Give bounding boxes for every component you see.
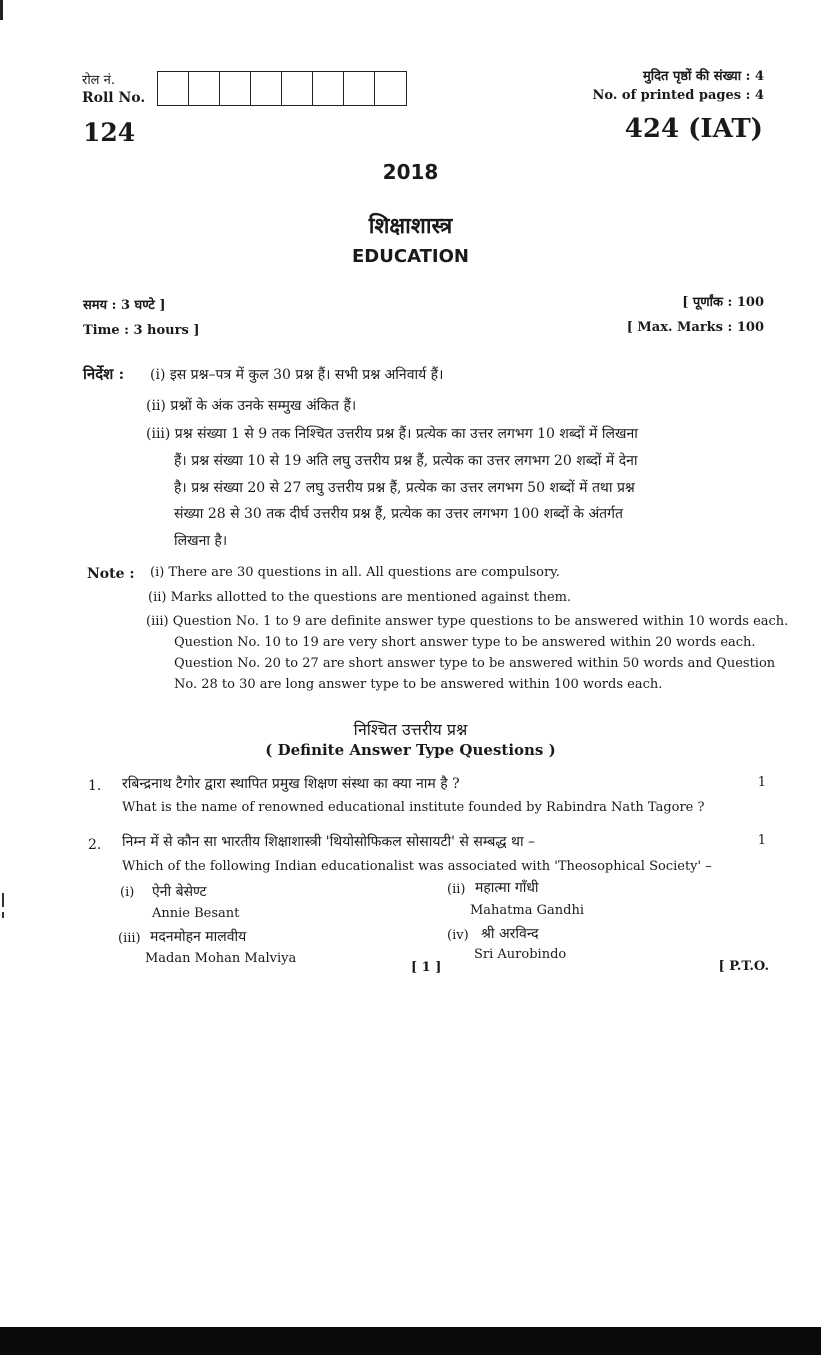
roll-digit-box[interactable] (375, 72, 406, 105)
instruction-hindi-3-line: (iii) प्रश्न संख्या 1 से 9 तक निश्चित उत्तरीय प्रश्न हैं। प्रत्येक का उत्तर लगभग 10 शब्दों में लिखना (146, 426, 638, 442)
option-text-hindi: महात्मा गाँधी (475, 880, 539, 896)
scan-bottom-border (0, 1327, 821, 1355)
instruction-english-3-line: Question No. 10 to 19 are very short answer type to be answered within 20 words each. (174, 635, 756, 650)
max-marks-hindi: [ पूर्णांक : 100 (682, 295, 764, 310)
instruction-hindi-3-line: लिखना है। (174, 533, 228, 549)
exam-year: 2018 (382, 160, 439, 184)
instructions-label-english: Note : (87, 566, 135, 582)
question-text-hindi: रबिन्द्रनाथ टैगोर द्वारा स्थापित प्रमुख शिक्षण संस्था का क्या नाम है ? (122, 776, 460, 792)
instruction-english-2: (ii) Marks allotted to the questions are mentioned against them. (148, 590, 572, 605)
instruction-hindi-2: (ii) प्रश्नों के अंक उनके सम्मुख अंकित हैं। (146, 398, 357, 414)
option-label: (i) (120, 885, 135, 900)
time-hindi: समय : 3 घण्टे ] (83, 298, 166, 313)
instruction-hindi-3-line: संख्या 28 से 30 तक दीर्घ उत्तरीय प्रश्न हैं, प्रत्येक का उत्तर लगभग 100 शब्दों के अंतर्गत (174, 506, 624, 522)
time-english: Time : 3 hours ] (83, 323, 200, 338)
roll-digit-box[interactable] (344, 72, 375, 105)
instruction-english-3-line: (iii) Question No. 1 to 9 are definite answer type questions to be answered within 10 words each. (146, 614, 789, 629)
instruction-english-1: (i) There are 30 questions in all. All questions are compulsory. (150, 565, 560, 580)
option-text-hindi: ऐनी बेसेण्ट (152, 884, 207, 900)
subject-hindi: शिक्षाशास्त्र (368, 213, 453, 239)
instructions-label-hindi: निर्देश : (83, 365, 125, 383)
instruction-hindi-3-line: है। प्रश्न संख्या 20 से 27 लघु उत्तरीय प्रश्न हैं, प्रत्येक का उत्तर लगभग 50 शब्दों में तथा प्रश्न (174, 480, 635, 496)
printed-pages-hindi: मुदित पृष्ठों की संख्या : 4 (643, 69, 764, 84)
option-label: (iii) (118, 931, 141, 946)
subject-english: EDUCATION (352, 246, 469, 267)
printed-pages-english: No. of printed pages : 4 (592, 88, 764, 103)
paper-code-left: 124 (83, 118, 136, 147)
roll-label-english: Roll No. (82, 90, 146, 106)
please-turn-over: [ P.T.O. (718, 959, 769, 974)
option-text-hindi: मदनमोहन मालवीय (150, 929, 247, 945)
question-number: 2. (88, 837, 102, 853)
instruction-hindi-1: (i) इस प्रश्न–पत्र में कुल 30 प्रश्न हैं। सभी प्रश्न अनिवार्य हैं। (150, 367, 444, 383)
roll-digit-box[interactable] (313, 72, 344, 105)
option-text-english: Madan Mohan Malviya (145, 951, 297, 966)
roll-digit-box[interactable] (158, 72, 189, 105)
paper-code-right: 424 (IAT) (624, 114, 763, 144)
section-title-english: ( Definite Answer Type Questions ) (265, 741, 556, 759)
instruction-english-3-line: No. 28 to 30 are long answer type to be answered within 100 words each. (174, 677, 663, 692)
question-marks: 1 (757, 775, 766, 790)
roll-digit-box[interactable] (189, 72, 220, 105)
question-text-english: Which of the following Indian educationalist was associated with 'Theosophical Society' – (122, 859, 712, 874)
question-marks: 1 (757, 833, 766, 848)
instruction-english-3-line: Question No. 20 to 27 are short answer type to be answered within 50 words and Question (174, 656, 776, 671)
question-text-hindi: निम्न में से कौन सा भारतीय शिक्षाशास्त्री 'थियोसोफिकल सोसायटी' से सम्बद्ध था – (122, 834, 536, 850)
scan-corner-mark (0, 0, 3, 20)
option-label: (iv) (447, 928, 469, 943)
roll-digit-box[interactable] (251, 72, 282, 105)
roll-digit-box[interactable] (282, 72, 313, 105)
question-text-english: What is the name of renowned educational institute founded by Rabindra Nath Tagore ? (122, 800, 705, 815)
roll-label-hindi: रोल नं. (82, 73, 115, 88)
option-text-english: Mahatma Gandhi (470, 903, 584, 918)
max-marks-english: [ Max. Marks : 100 (626, 320, 764, 335)
instruction-hindi-3-line: हैं। प्रश्न संख्या 10 से 19 अति लघु उत्तरीय प्रश्न हैं, प्रत्येक का उत्तर लगभग 20 शब्दों में देना (174, 453, 638, 469)
option-text-english: Sri Aurobindo (474, 947, 567, 962)
scan-margin-mark (2, 912, 4, 918)
page-number: [ 1 ] (411, 960, 442, 975)
option-text-english: Annie Besant (152, 906, 240, 921)
roll-digit-box[interactable] (220, 72, 251, 105)
option-label: (ii) (447, 882, 466, 897)
section-title-hindi: निश्चित उत्तरीय प्रश्न (353, 720, 468, 739)
question-number: 1. (88, 778, 102, 794)
option-text-hindi: श्री अरविन्द (481, 926, 539, 942)
roll-number-boxes[interactable] (157, 71, 407, 106)
scan-margin-mark (2, 893, 4, 907)
